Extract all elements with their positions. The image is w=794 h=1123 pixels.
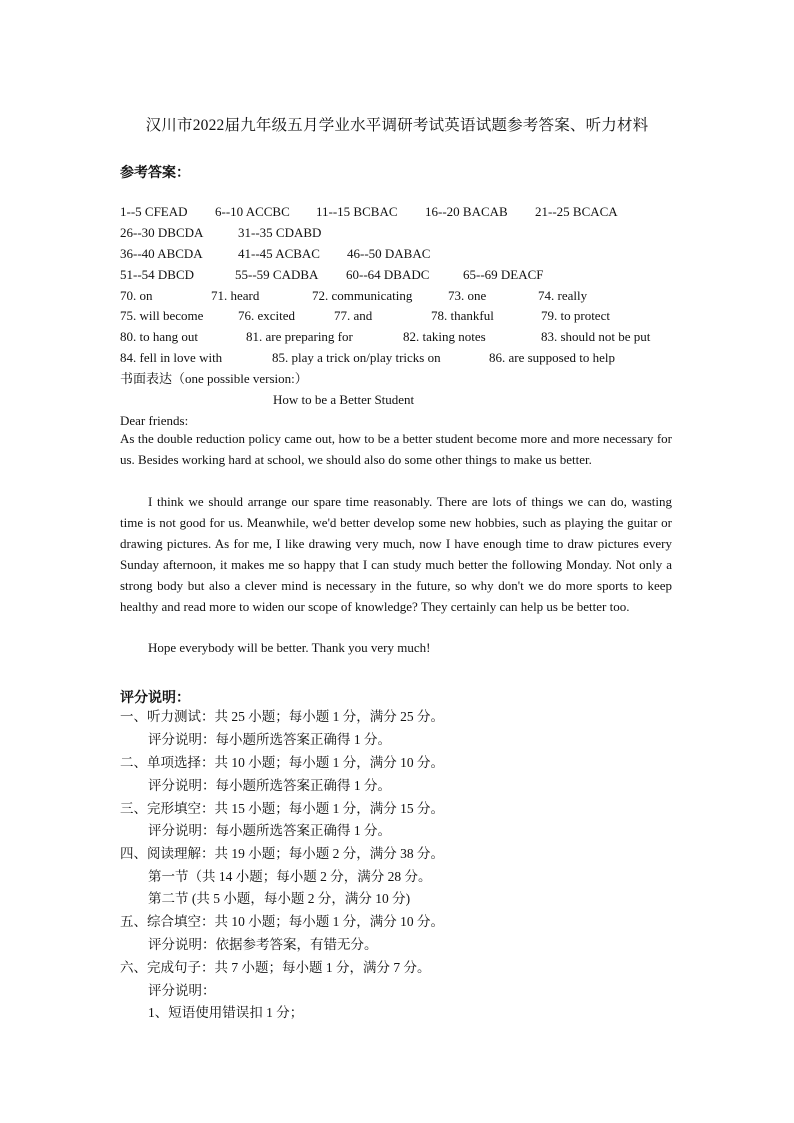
answer-item: 60--64 DBADC — [346, 267, 430, 282]
answers-heading: 参考答案： — [120, 166, 190, 181]
answer-item: 78. thankful — [431, 308, 494, 323]
scoring-line: 五、综合填空：共 10 小题；每小题 1 分，满分 10 分。 — [120, 914, 444, 929]
essay-title: How to be a Better Student — [273, 392, 415, 407]
scoring-line: 四、阅读理解：共 19 小题；每小题 2 分，满分 38 分。 — [120, 846, 444, 861]
answer-item: 6--10 ACCBC — [215, 204, 290, 219]
essay-paragraph-3: Hope everybody will be better. Thank you very much! — [148, 640, 431, 655]
answer-item: 79. to protect — [541, 308, 610, 323]
answer-item: 80. to hang out — [120, 329, 198, 344]
answer-item: 70. on — [120, 288, 153, 303]
scoring-line: 评分说明： — [148, 983, 216, 998]
answer-item: 71. heard — [211, 288, 260, 303]
answer-item: 81. are preparing for — [246, 329, 353, 344]
answer-item: 72. communicating — [312, 288, 413, 303]
scoring-heading: 评分说明： — [120, 691, 190, 706]
answer-item: 73. one — [448, 288, 487, 303]
essay-paragraph-1: As the double reduction policy came out, how to be a better student become more and more necessary for us. Besides working hard at school, we should also do some other things to make us better. — [120, 431, 672, 467]
answer-item: 36--40 ABCDA — [120, 246, 203, 261]
scoring-line: 评分说明：每小题所选答案正确得 1 分。 — [148, 732, 391, 747]
answer-item: 65--69 DEACF — [463, 267, 544, 282]
scoring-line: 第一节（共 14 小题；每小题 2 分，满分 28 分。 — [148, 869, 432, 884]
answer-item: 16--20 BACAB — [425, 204, 508, 219]
answer-item: 76. excited — [238, 308, 296, 323]
answer-item: 85. play a trick on/play tricks on — [272, 350, 441, 365]
answer-item: 11--15 BCBAC — [316, 204, 398, 219]
answer-item: 75. will become — [120, 308, 204, 323]
answer-item: 55--59 CADBA — [235, 267, 319, 282]
scoring-line: 评分说明：每小题所选答案正确得 1 分。 — [148, 823, 391, 838]
answer-item: 31--35 CDABD — [238, 225, 322, 240]
scoring-line: 评分说明：每小题所选答案正确得 1 分。 — [148, 778, 391, 793]
essay-greeting: Dear friends: — [120, 413, 189, 428]
answer-item: 21--25 BCACA — [535, 204, 618, 219]
scoring-line: 第二节 (共 5 小题，每小题 2 分，满分 10 分) — [148, 891, 411, 906]
answer-item: 83. should not be put — [541, 329, 651, 344]
answer-item: 84. fell in love with — [120, 350, 223, 365]
writing-heading: 书面表达（one possible version:） — [120, 371, 308, 386]
scoring-line: 1、短语使用错误扣 1 分； — [148, 1005, 304, 1020]
scoring-line: 评分说明：依据参考答案，有错无分。 — [148, 937, 378, 952]
answer-item: 51--54 DBCD — [120, 267, 195, 282]
answer-item: 46--50 DABAC — [347, 246, 431, 261]
answer-item: 74. really — [538, 288, 588, 303]
answer-item: 41--45 ACBAC — [238, 246, 320, 261]
answer-item: 82. taking notes — [403, 329, 486, 344]
essay-paragraph-2: I think we should arrange our spare time reasonably. There are lots of things we can do, wasting time is not good for us. Meanwhile, we'd better develop some new hobbies, such as playing the guitar or drawing pictures. As for me, I like drawing very much, now I have enough time to draw pictures every Sunday afternoon, it makes me so happy that I can study much better the following Monday. Not only a strong body but also a clever mind is necessary in the future, so why don't we do more sports to keep healthy and read more to widen our scope of knowledge? They certainly can help us be better too. — [120, 494, 672, 614]
answer-item: 77. and — [334, 308, 373, 323]
scoring-line: 三、完形填空：共 15 小题；每小题 1 分，满分 15 分。 — [120, 801, 444, 816]
document-title: 汉川市2022届九年级五月学业水平调研考试英语试题参考答案、听力材料 — [145, 117, 649, 134]
scoring-line: 六、完成句子：共 7 小题；每小题 1 分，满分 7 分。 — [120, 960, 431, 975]
answer-item: 86. are supposed to help — [489, 350, 616, 365]
scoring-line: 一、听力测试：共 25 小题；每小题 1 分，满分 25 分。 — [120, 709, 444, 724]
scoring-line: 二、单项选择：共 10 小题；每小题 1 分，满分 10 分。 — [120, 755, 444, 770]
answer-item: 26--30 DBCDA — [120, 225, 204, 240]
answer-item: 1--5 CFEAD — [120, 204, 188, 219]
